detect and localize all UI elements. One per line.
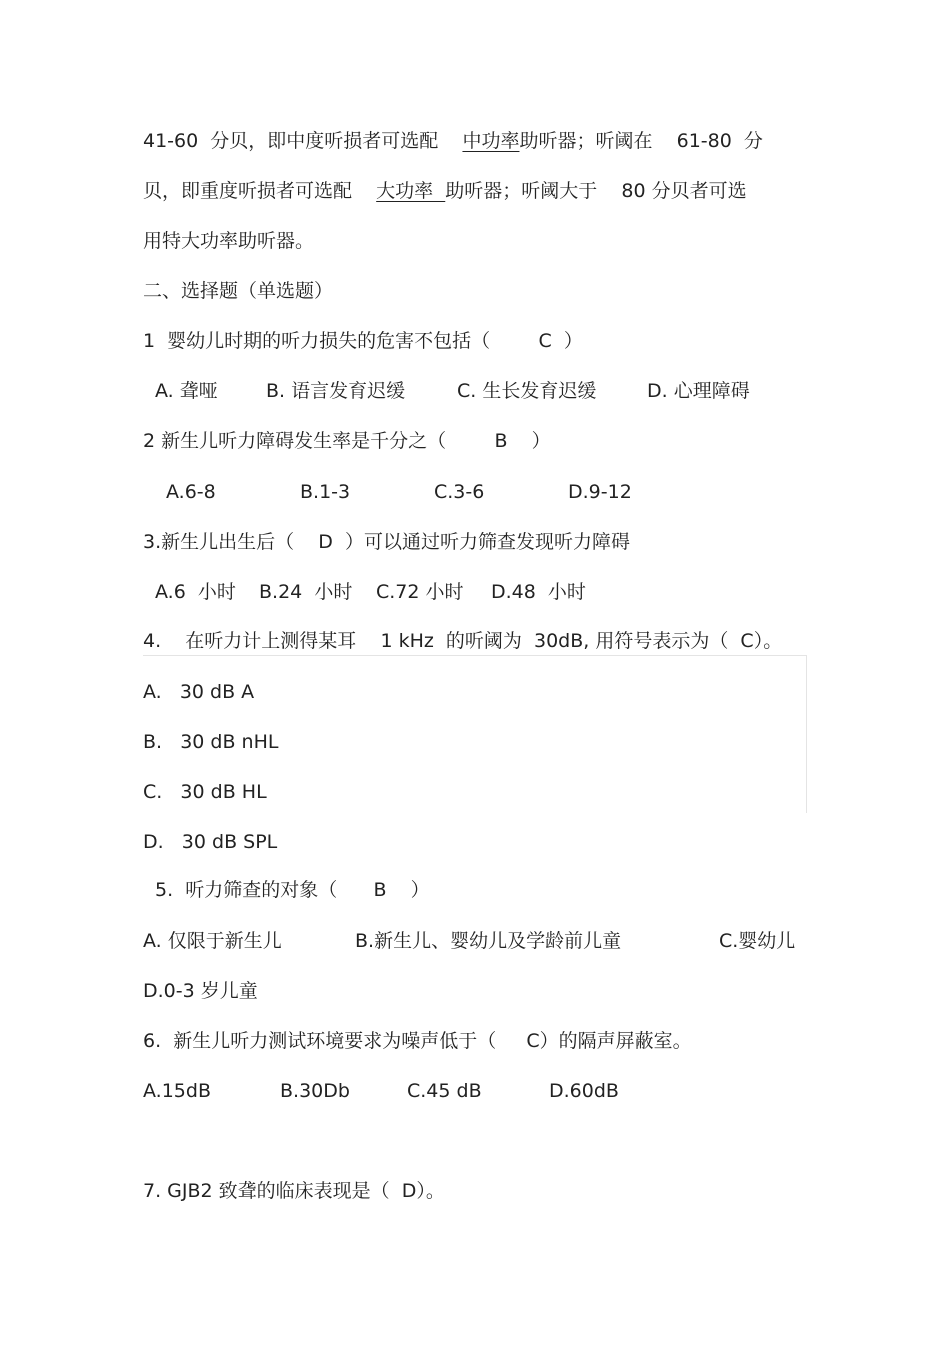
question-option: D. 心理障碍 xyxy=(647,380,750,402)
question-option: B.新生儿、婴幼儿及学龄前儿童 xyxy=(355,930,622,952)
question-stem: 1 婴幼儿时期的听力损失的危害不包括（ C ） xyxy=(143,330,583,352)
question-option: B. 语言发育迟缓 xyxy=(266,380,406,402)
question-option: A. 聋哑 xyxy=(155,380,218,402)
question-option: B.24 小时 xyxy=(259,581,353,603)
question-stem: 5. 听力筛查的对象（ B ） xyxy=(155,879,430,901)
fill-in-text: 贝，即重度听损者可选配 xyxy=(143,180,377,202)
question-option: A. 30 dB A xyxy=(143,681,255,703)
fill-in-text: 助听器；听阈大于 80 分贝者可选 xyxy=(445,180,747,202)
box-border-top xyxy=(143,655,807,656)
fill-in-answer: 大功率 xyxy=(376,180,446,202)
question-option: A.6 小时 xyxy=(155,581,236,603)
box-border-right xyxy=(806,655,807,813)
fill-in-line-2 xyxy=(143,178,747,204)
question-option: A. 仅限于新生儿 xyxy=(143,930,282,952)
fill-in-text: 41-60 分贝，即中度听损者可选配 xyxy=(143,130,463,152)
question-option: B.30Db xyxy=(280,1080,350,1102)
question-option: D.60dB xyxy=(549,1080,619,1102)
question-option: C. 生长发育迟缓 xyxy=(457,380,597,402)
section-title: 二、选择题（单选题） xyxy=(143,280,334,302)
fill-in-answer: 中功率 xyxy=(462,130,520,152)
fill-in-line-3: 用特大功率助听器。 xyxy=(143,230,315,252)
question-option: D.48 小时 xyxy=(491,581,586,603)
question-option: D.9-12 xyxy=(568,481,632,503)
question-option: A.15dB xyxy=(143,1080,211,1102)
question-option: A.6-8 xyxy=(166,481,216,503)
question-stem: 4. 在听力计上测得某耳 1 kHz 的听阈为 30dB, 用符号表示为（ C）。 xyxy=(143,630,783,652)
question-stem: 2 新生儿听力障碍发生率是千分之（ B ） xyxy=(143,430,551,452)
question-stem: 3.新生儿出生后（ D ）可以通过听力筛查发现听力障碍 xyxy=(143,531,630,553)
question-option: D.0-3 岁儿童 xyxy=(143,980,258,1002)
question-option: D. 30 dB SPL xyxy=(143,831,278,853)
question-stem: 7. GJB2 致聋的临床表现是（ D）。 xyxy=(143,1180,445,1202)
question-option: B.1-3 xyxy=(300,481,351,503)
question-option: C.72 小时 xyxy=(376,581,464,603)
fill-in-line-1 xyxy=(143,128,763,154)
question-option: C.45 dB xyxy=(407,1080,482,1102)
question-option: C.婴幼儿 xyxy=(719,930,796,952)
question-stem: 6. 新生儿听力测试环境要求为噪声低于（ C）的隔声屏蔽室。 xyxy=(143,1030,692,1052)
question-option: C.3-6 xyxy=(434,481,485,503)
question-option: C. 30 dB HL xyxy=(143,781,267,803)
question-option: B. 30 dB nHL xyxy=(143,731,279,753)
fill-in-text: 助听器；听阈在 61-80 分 xyxy=(519,130,763,152)
